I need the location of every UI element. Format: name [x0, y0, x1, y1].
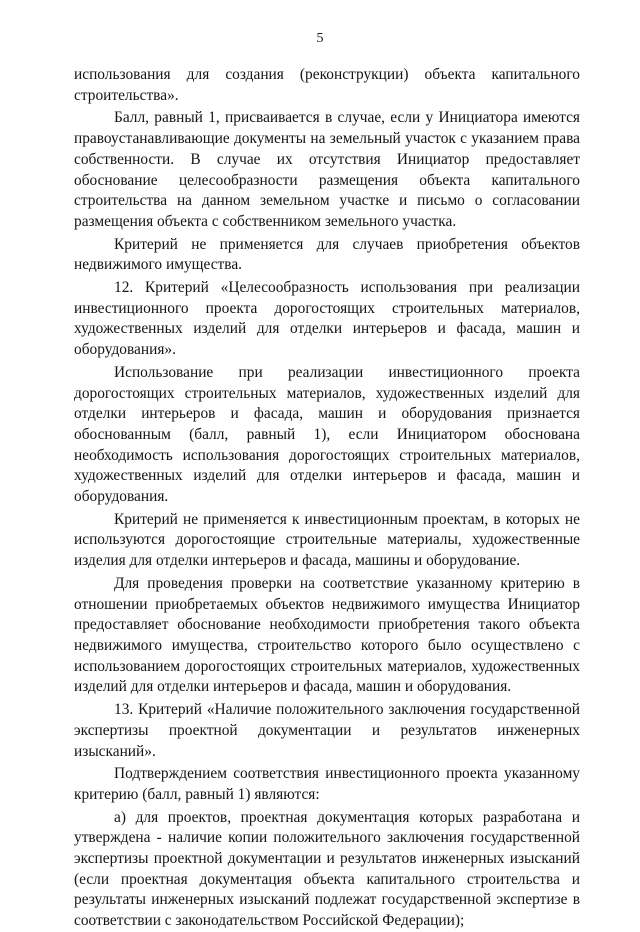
- paragraph: использования для создания (реконструкции) объекта капитального строительства».: [74, 66, 580, 104]
- paragraph: Подтверждением соответствия инвестиционного проекта указанному критерию (балл, равный 1) являются:: [74, 765, 580, 803]
- paragraph: Критерий не применяется к инвестиционным проектам, в которых не используются дорогостоящие строительные материалы, художественные изделия для отделки интерьеров и фасада, машины и оборудование.: [74, 510, 580, 570]
- paragraph: Критерий не применяется для случаев приобретения объектов недвижимого имущества.: [74, 235, 580, 274]
- paragraph: 12. Критерий «Целесообразность использования при реализации инвестиционного проекта дорогостоящих строительных материалов, художественных изделий для отделки интерьеров и фасада, машин и оборудования».: [74, 279, 580, 359]
- paragraph: а) для проектов, проектная документация которых разработана и утверждена - наличие копии положительного заключения государственной экспертизы проектной документации и результатов инженерных изысканий (если проектная документация объекта капитального строительства и результаты инженерных изысканий подлежат государственной экспертизе в соответствии с законодательством Российской Федерации);: [74, 808, 580, 930]
- paragraph: 13. Критерий «Наличие положительного заключения государственной экспертизы проектной документации и результатов инженерных изысканий».: [74, 701, 580, 760]
- paragraph: Использование при реализации инвестиционного проекта дорогостоящих строительных материалов, художественных изделий для отделки интерьеров и фасада, машин и оборудования признается обоснованным (балл, равный 1), если Инициатором обоснована необходимость использования дорогостоящих строительных материалов, художественных изделий для отделки интерьеров и фасада, машин и оборудования.: [74, 363, 580, 506]
- document-body: [74, 65, 580, 932]
- paragraph: Балл, равный 1, присваивается в случае, если у Инициатора имеются правоустанавливающие документы на земельный участок с указанием права собственности. В случае их отсутствия Инициатор предоставляет обоснование целесообразности размещения объекта капитального строительства на данном земельном участке и письмо о согласовании размещения объекта с собственником земельного участка.: [74, 109, 580, 230]
- paragraph: Для проведения проверки на соответствие указанному критерию в отношении приобретаемых объектов недвижимого имущества Инициатор предоставляет обоснование необходимости приобретения такого объекта недвижимого имущества, строительство которого было осуществлено с использованием дорогостоящих строительных материалов, художественных изделий для отделки интерьеров и фасада, машин и оборудования.: [74, 574, 580, 696]
- page-number: 5: [316, 31, 324, 46]
